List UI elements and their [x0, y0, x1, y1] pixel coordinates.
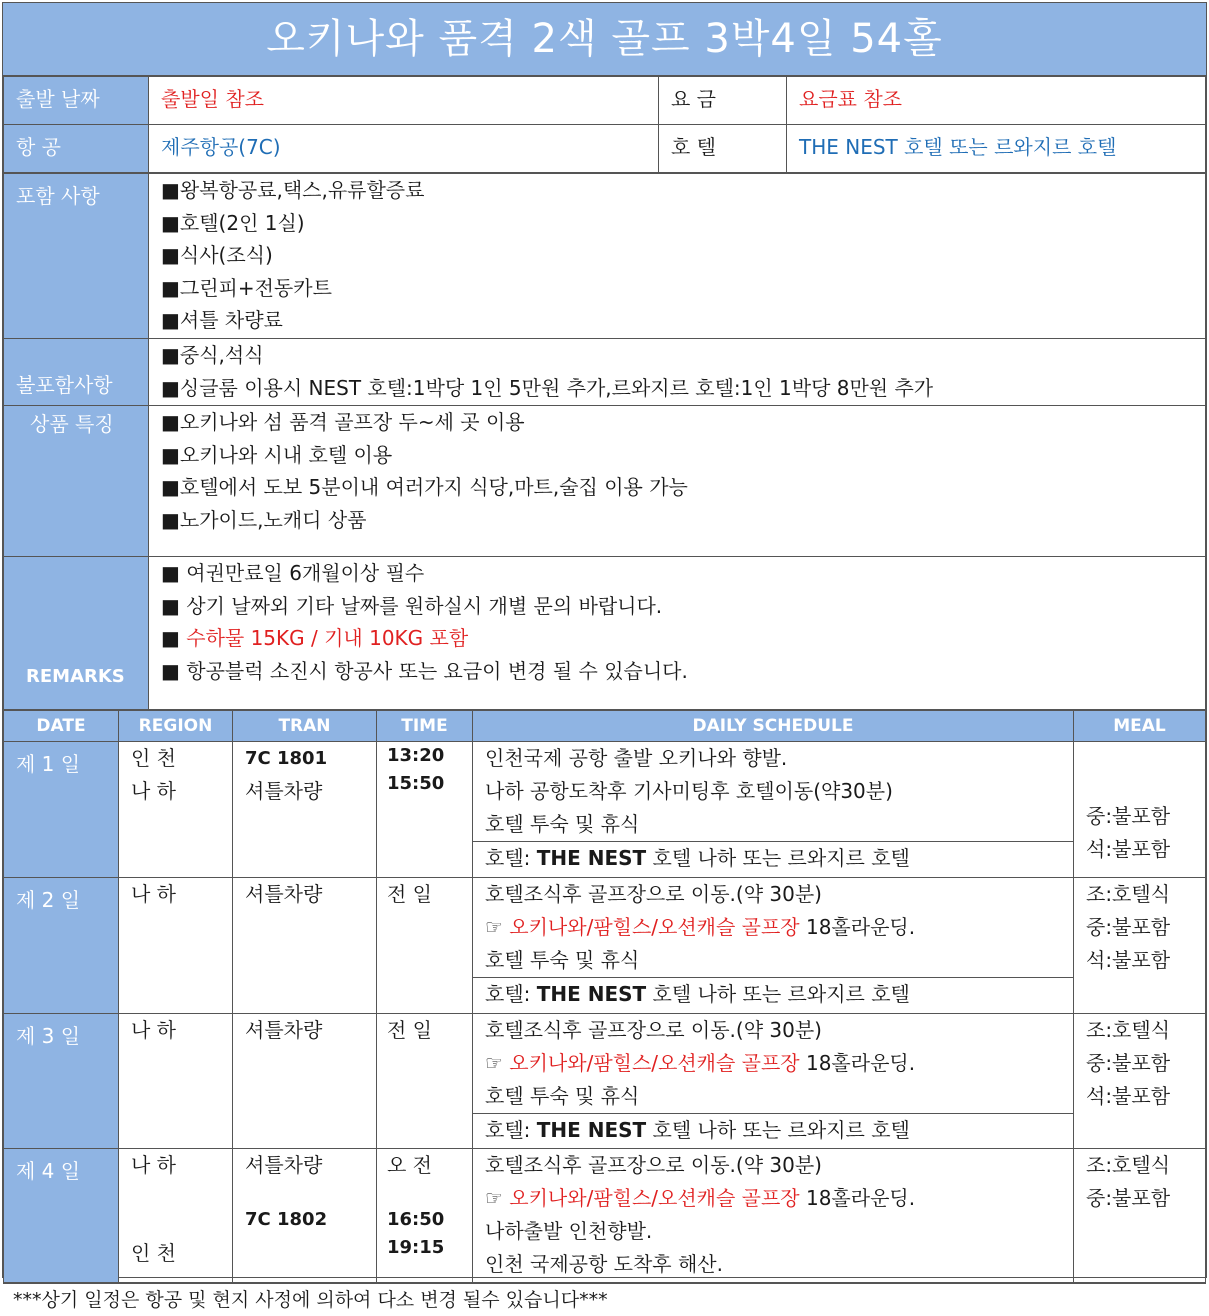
time-text: 오 전: [387, 1153, 432, 1177]
remarks-bullet: ■: [161, 593, 187, 618]
region-text: 나 하: [131, 779, 176, 803]
day-time: [377, 1014, 473, 1149]
meal-text: 석:불포함: [1086, 837, 1171, 861]
region-text: 나 하: [131, 882, 176, 906]
features-list: [149, 406, 1206, 557]
excluded-label-text: 불포함사항: [16, 373, 113, 397]
day-row-2: [4, 878, 1206, 1014]
schedule-table: [3, 710, 1206, 1283]
region-text: 인 천: [131, 1241, 176, 1265]
golf-courses: 오키나와/팜힐스/오션캐슬 골프장: [509, 915, 800, 939]
included-item: ■호텔(2인 1실): [161, 210, 305, 235]
meal-text: 중:불포함: [1086, 1186, 1171, 1210]
included-item: ■셔틀 차량료: [161, 308, 283, 332]
schedule-line: 호텔 투숙 및 휴식: [485, 948, 640, 972]
schedule-line: 인천 국제공항 도착후 해산.: [485, 1252, 723, 1276]
hotel-suffix: 호텔 나하 또는 르와지르 호텔: [646, 846, 910, 870]
tran-text: 셔틀차량: [245, 779, 323, 803]
schedule-line: 인천국제 공항 출발 오키나와 향발.: [485, 746, 788, 770]
col-region: REGION: [119, 711, 233, 742]
pointer-icon: ☞: [485, 915, 510, 939]
day-tran: [233, 1149, 377, 1283]
pointer-icon: ☞: [485, 1186, 510, 1210]
depart-value: 출발일 참조: [149, 77, 659, 125]
day-tran: [233, 878, 377, 1014]
remarks-bullet: ■: [161, 626, 187, 650]
remarks-text-baggage: 수하물 15KG / 기내 10KG 포함: [186, 626, 469, 650]
info-row-airline: [4, 125, 1206, 173]
golf-suffix: 18홀라운딩.: [799, 1186, 916, 1210]
day-label: 제 4 일: [4, 1149, 119, 1283]
day-time: [377, 1149, 473, 1283]
airline-value: 제주항공(7C): [149, 125, 659, 173]
golf-line: [485, 1182, 1061, 1215]
features-item: ■오키나와 섬 품격 골프장 두~세 곳 이용: [161, 410, 525, 434]
airline-label: 항 공: [4, 125, 149, 173]
day-region: [119, 878, 233, 1014]
included-item: ■그린피+전동카트: [161, 275, 332, 300]
included-item: ■왕복항공료,택스,유류할증료: [161, 178, 425, 202]
hotel-line: [473, 977, 1073, 1011]
golf-line: [485, 911, 1061, 944]
features-item: ■호텔에서 도보 5분이내 여러가지 식당,마트,술집 이용 가능: [161, 475, 688, 499]
day-row-3: [4, 1014, 1206, 1149]
pointer-icon: ☞: [485, 1051, 510, 1075]
tran-text: 7C 1801: [245, 748, 328, 769]
day-meal: [1074, 1149, 1206, 1283]
schedule-line: 호텔조식후 골프장으로 이동.(약 30분): [485, 1018, 822, 1042]
day-region: [119, 1149, 233, 1283]
col-daily: DAILY SCHEDULE: [473, 711, 1074, 742]
day-schedule: [473, 742, 1074, 878]
remarks-row: [4, 557, 1206, 710]
price-value: 요금표 참조: [787, 77, 1206, 125]
hotel-name: THE NEST: [536, 846, 647, 870]
hotel-label: 호 텔: [659, 125, 787, 173]
features-item: ■오키나와 시내 호텔 이용: [161, 442, 393, 467]
price-label: 요 금: [659, 77, 787, 125]
day-label: 제 2 일: [4, 878, 119, 1014]
details-table: [3, 173, 1206, 710]
excluded-row: [4, 339, 1206, 406]
remarks-item: [161, 655, 1193, 688]
day-meal: [1074, 878, 1206, 1014]
info-row-depart: [4, 77, 1206, 125]
golf-suffix: 18홀라운딩.: [799, 915, 916, 939]
tran-text: 셔틀차량: [245, 882, 323, 906]
hotel-line: [473, 1113, 1073, 1147]
col-meal: MEAL: [1074, 711, 1206, 742]
hotel-suffix: 호텔 나하 또는 르와지르 호텔: [646, 1118, 910, 1142]
region-text: 나 하: [131, 1018, 176, 1042]
excluded-item: ■중식,석식: [161, 343, 264, 367]
day-time: [377, 878, 473, 1014]
day-row-1: [4, 742, 1206, 878]
tran-text: 7C 1802: [245, 1209, 328, 1230]
day-label: 제 3 일: [4, 1014, 119, 1149]
remarks-bullet: ■: [161, 658, 187, 683]
day-schedule: [473, 1014, 1074, 1149]
remarks-text: 여권만료일 6개월이상 필수: [186, 561, 425, 585]
day-tran: [233, 1014, 377, 1149]
schedule-line: 호텔 투숙 및 휴식: [485, 1084, 640, 1108]
tran-text: 셔틀차량: [245, 1018, 323, 1042]
golf-courses: 오키나와/팜힐스/오션캐슬 골프장: [509, 1051, 800, 1075]
features-label: 상품 특징: [4, 406, 149, 557]
hotel-name: THE NEST: [536, 982, 647, 1006]
time-text: 전 일: [387, 1018, 432, 1042]
time-text: 13:20: [387, 745, 445, 766]
time-text: 16:50: [387, 1209, 445, 1230]
schedule-line: 나하 공항도착후 기사미팅후 호텔이동(약30분): [485, 779, 893, 803]
features-item: ■노가이드,노캐디 상품: [161, 507, 367, 532]
golf-line: [485, 1047, 1061, 1080]
remarks-bullet: ■: [161, 561, 187, 585]
day-meal: [1074, 1014, 1206, 1149]
excluded-list: [149, 339, 1206, 406]
included-row: [4, 174, 1206, 339]
features-row: [4, 406, 1206, 557]
schedule-line: 호텔조식후 골프장으로 이동.(약 30분): [485, 1153, 822, 1177]
golf-suffix: 18홀라운딩.: [799, 1051, 916, 1075]
golf-courses: 오키나와/팜힐스/오션캐슬 골프장: [509, 1186, 800, 1210]
col-time: TIME: [377, 711, 473, 742]
col-date: DATE: [4, 711, 119, 742]
time-text: 전 일: [387, 882, 432, 906]
remarks-text: 항공블럭 소진시 항공사 또는 요금이 변경 될 수 있습니다.: [186, 658, 688, 683]
day-region: [119, 742, 233, 878]
schedule-line: 호텔조식후 골프장으로 이동.(약 30분): [485, 882, 822, 906]
remarks-label: REMARKS: [4, 557, 149, 710]
remarks-item: [161, 590, 1193, 623]
meal-text: 석:불포함: [1086, 948, 1171, 972]
included-list: [149, 174, 1206, 339]
footer-note: ***상기 일정은 항공 및 현지 사정에 의하여 다소 변경 될수 있습니다***: [3, 1283, 1206, 1316]
day-region: [119, 1014, 233, 1149]
day-time: [377, 742, 473, 878]
remarks-text: 상기 날짜외 기타 날짜를 원하실시 개별 문의 바랍니다.: [186, 593, 663, 618]
col-tran: TRAN: [233, 711, 377, 742]
hotel-line: [473, 841, 1073, 875]
day-meal: [1074, 742, 1206, 878]
included-item: ■식사(조식): [161, 243, 273, 267]
tran-text: 셔틀차량: [245, 1153, 323, 1177]
meal-text: 중:불포함: [1086, 1051, 1171, 1075]
meal-text: 중:불포함: [1086, 915, 1171, 939]
itinerary-page: [2, 2, 1207, 1311]
remarks-item: [161, 622, 1193, 655]
hotel-name: THE NEST: [536, 1118, 647, 1142]
hotel-prefix: 호텔:: [485, 846, 537, 870]
hotel-suffix: 호텔 나하 또는 르와지르 호텔: [646, 982, 910, 1006]
region-text: 나 하: [131, 1153, 176, 1177]
meal-text: 조:호텔식: [1086, 882, 1171, 906]
hotel-prefix: 호텔:: [485, 1118, 537, 1142]
day-schedule: [473, 878, 1074, 1014]
schedule-line: 호텔 투숙 및 휴식: [485, 812, 640, 836]
meal-text: 조:호텔식: [1086, 1018, 1171, 1042]
day-tran: [233, 742, 377, 878]
info-table: [3, 76, 1206, 173]
excluded-label: [4, 339, 149, 406]
meal-text: 석:불포함: [1086, 1084, 1171, 1108]
hotel-value: THE NEST 호텔 또는 르와지르 호텔: [787, 125, 1206, 173]
page-title: 오키나와 품격 2색 골프 3박4일 54홀: [3, 3, 1206, 76]
meal-text: 조:호텔식: [1086, 1153, 1171, 1177]
region-text: 인 천: [131, 746, 176, 770]
schedule-header: [4, 711, 1206, 742]
remarks-item: [161, 557, 1193, 590]
depart-label: 출발 날짜: [4, 77, 149, 125]
remarks-list: [149, 557, 1206, 710]
hotel-prefix: 호텔:: [485, 982, 537, 1006]
time-text: 19:15: [387, 1237, 445, 1258]
time-text: 15:50: [387, 773, 445, 794]
excluded-item: ■싱글룸 이용시 NEST 호텔:1박당 1인 5만원 추가,르와지르 호텔:1인 1박당 8만원 추가: [161, 375, 934, 400]
included-label: 포함 사항: [4, 174, 149, 339]
day-label: 제 1 일: [4, 742, 119, 878]
schedule-line: 나하출발 인천향발.: [485, 1219, 653, 1243]
day-row-4: [4, 1149, 1206, 1283]
day-schedule: [473, 1149, 1074, 1283]
meal-text: 중:불포함: [1086, 804, 1171, 828]
